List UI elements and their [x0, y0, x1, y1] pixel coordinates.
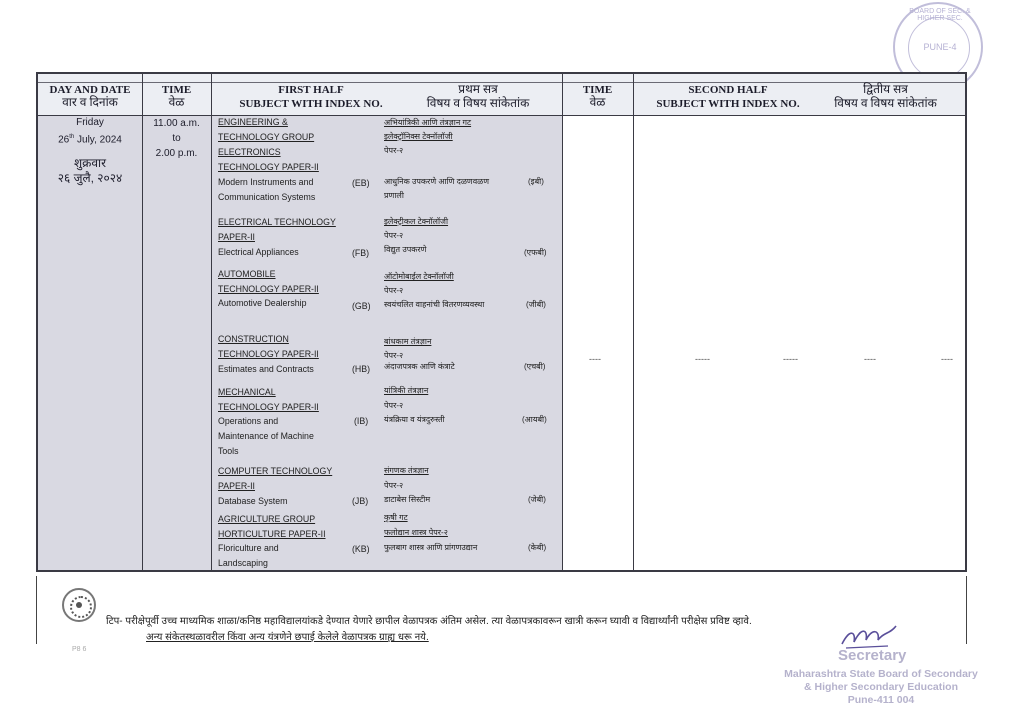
exam-timetable [36, 72, 967, 572]
index-code-mr: (आयबी) [522, 415, 547, 424]
date-cell [38, 116, 142, 186]
subject-name-mr: अंदाजपत्रक आणि कंत्राटे [384, 362, 455, 371]
subject-heading: HORTICULTURE PAPER-II [218, 529, 326, 539]
header-first-half: FIRST HALF [278, 84, 344, 96]
subject-name: Automotive Dealership [218, 298, 307, 308]
footer-note-line1: टिप- परीक्षेपूर्वी उच्च माध्यमिक शाळा/कनिष्ठ महाविद्यालयांकडे देण्यात येणारे छापील वेळापत्रक अंतिम असेल. त्या वेळापत्रकावरून खात्री करून घ्यावी व विद्यार्थ्यांनी परीक्षेस प्रविष्ट व्हावे. [106, 616, 752, 627]
day-mr: शुक्रवार [73, 156, 107, 171]
subject-name-mr: स्वयंचलित वाहनांची वितरणव्यवस्था [384, 300, 485, 309]
subject-name-mr: आधुनिक उपकरणे आणि दळणवळण [384, 177, 490, 186]
subject-name-mr: यंत्रक्रिया व यंत्रदुरुस्ती [384, 415, 445, 424]
subject-name: Estimates and Contracts [218, 364, 314, 374]
subject-name: Floriculture and [218, 543, 279, 553]
subject-heading-mr: यांत्रिकी तंत्रज्ञान [384, 386, 429, 395]
subject-group-mr: अभियांत्रिकी आणि तंत्रज्ञान गट [384, 118, 472, 127]
subject-heading: CONSTRUCTION [218, 334, 289, 344]
header-second-half-mr: द्वितीय सत्र [863, 82, 908, 96]
subject-name-mr: विद्युत उपकरणे [384, 245, 427, 254]
header-second-half-sub-mr: विषय व विषय सांकेतांक [834, 96, 937, 110]
time-column-shade [143, 116, 211, 570]
empty-time-dash: ---- [589, 354, 601, 364]
subject-paper-mr: पेपर-२ [384, 481, 404, 490]
index-code: (GB) [352, 301, 371, 311]
subject-heading: PAPER-II [218, 232, 255, 242]
page-mark: P8 6 [72, 646, 87, 653]
index-code-mr: (जेबी) [528, 495, 546, 504]
index-code: (HB) [352, 364, 371, 374]
index-code: (JB) [352, 496, 369, 506]
subject-group: TECHNOLOGY GROUP [218, 132, 315, 142]
subject-heading-mr: कृषी गट [384, 513, 408, 522]
subject-name-mr: फुलबाग शास्त्र आणि प्रांगणउद्यान [384, 543, 478, 552]
index-code-mr: (एफबी) [524, 248, 547, 257]
header-second-half: SECOND HALF [688, 84, 768, 96]
header-first-half-sub: SUBJECT WITH INDEX NO. [239, 98, 383, 110]
header-time-2-mr: वेळ [589, 95, 606, 109]
subject-heading-mr: फलोद्यान शास्त्र पेपर-२ [384, 528, 448, 537]
empty-subject-dash: ----- [783, 354, 798, 364]
header-time-2: TIME [582, 84, 613, 96]
date-mr: २६ जुलै, २०२४ [57, 171, 123, 186]
subject-name: Modern Instruments and [218, 177, 314, 187]
subject-name-mr: प्रणाली [384, 191, 404, 200]
time-cell [142, 116, 211, 161]
header-time-mr: वेळ [168, 95, 185, 109]
time-to: to [172, 133, 181, 144]
subject-paper-mr: पेपर-२ [384, 231, 404, 240]
header-day-date-mr: वार व दिनांक [62, 95, 118, 109]
index-code: (EB) [352, 178, 370, 188]
subject-heading: ELECTRICAL TECHNOLOGY [218, 217, 336, 227]
subject-name: Database System [218, 496, 288, 506]
subject-name: Communication Systems [218, 192, 316, 202]
subject-heading-mr: ऑटोमोबाईल टेक्नॉलॉजी [384, 272, 454, 281]
day-en: Friday [76, 117, 104, 128]
date-en: 26th July, 2024 [58, 134, 122, 146]
subject-heading: PAPER-II [218, 481, 255, 491]
subject-paper-mr: पेपर-२ [384, 351, 404, 360]
board-emblem-icon [62, 588, 96, 622]
empty-subject-dash: ---- [864, 354, 876, 364]
subject-name: Tools [218, 446, 239, 456]
header-second-half-sub: SUBJECT WITH INDEX NO. [656, 98, 800, 110]
empty-subject-dash: ---- [941, 354, 953, 364]
stamp-ring-text: BOARD OF SEC. & HIGHER SEC. [909, 8, 971, 22]
subject-heading: TECHNOLOGY PAPER-II [218, 349, 319, 359]
subject-heading: AGRICULTURE GROUP [218, 514, 316, 524]
index-code-mr: (एचबी) [524, 362, 546, 371]
footer-note-line2: अन्य संकेतस्थळावरील किंवा अन्य यंत्रणेने छपाई केलेले वेळापत्रक ग्राह्य धरू नये. [146, 632, 429, 643]
subject-heading: AUTOMOBILE [218, 269, 276, 279]
secretary-title: Secretary [838, 647, 907, 664]
subject-heading-mr: इलेक्ट्रॉनिक्स टेक्नॉलॉजी [384, 132, 453, 141]
subject-heading: TECHNOLOGY PAPER-II [218, 402, 319, 412]
header-day-date: DAY AND DATE [49, 84, 131, 96]
header-first-half-sub-mr: विषय व विषय सांकेतांक [426, 96, 530, 110]
stamp-center-text: PUNE-4 [923, 42, 957, 52]
time-start: 11.00 a.m. [153, 118, 200, 129]
index-code-mr: (जीबी) [526, 300, 546, 309]
index-code-mr: (केबी) [528, 543, 547, 552]
empty-subject-dash: ----- [695, 354, 710, 364]
board-name: Maharashtra State Board of Secondary & Higher Secondary Education Pune-411 004 [784, 668, 978, 706]
subject-heading-mr: इलेक्ट्रीकल टेक्नॉलॉजी [384, 217, 449, 226]
index-code: (KB) [352, 544, 370, 554]
subject-paper-mr: पेपर-२ [384, 401, 404, 410]
subject-group: ENGINEERING & [218, 117, 288, 127]
subject-paper-mr: पेपर-२ [384, 146, 404, 155]
subject-heading-mr: बांधकाम तंत्रज्ञान [384, 337, 432, 346]
subject-heading: COMPUTER TECHNOLOGY [218, 466, 333, 476]
index-code-mr: (इबी) [528, 177, 544, 186]
subject-name: Electrical Appliances [218, 247, 299, 257]
subject-name: Maintenance of Machine [218, 431, 314, 441]
subject-heading: MECHANICAL [218, 387, 276, 397]
subject-heading: ELECTRONICS [218, 147, 281, 157]
subject-name: Landscaping [218, 558, 268, 568]
subject-heading-mr: संगणक तंत्रज्ञान [384, 466, 429, 475]
index-code: (IB) [354, 416, 369, 426]
index-code: (FB) [352, 248, 370, 258]
subject-name-mr: डाटाबेस सिस्टीम [384, 495, 431, 504]
header-first-half-mr: प्रथम सत्र [458, 82, 498, 96]
subject-name: Operations and [218, 416, 279, 426]
header-time: TIME [161, 84, 192, 96]
time-end: 2.00 p.m. [155, 148, 198, 159]
subject-paper-mr: पेपर-२ [384, 286, 404, 295]
subject-heading: TECHNOLOGY PAPER-II [218, 284, 319, 294]
subject-heading: TECHNOLOGY PAPER-II [218, 162, 319, 172]
